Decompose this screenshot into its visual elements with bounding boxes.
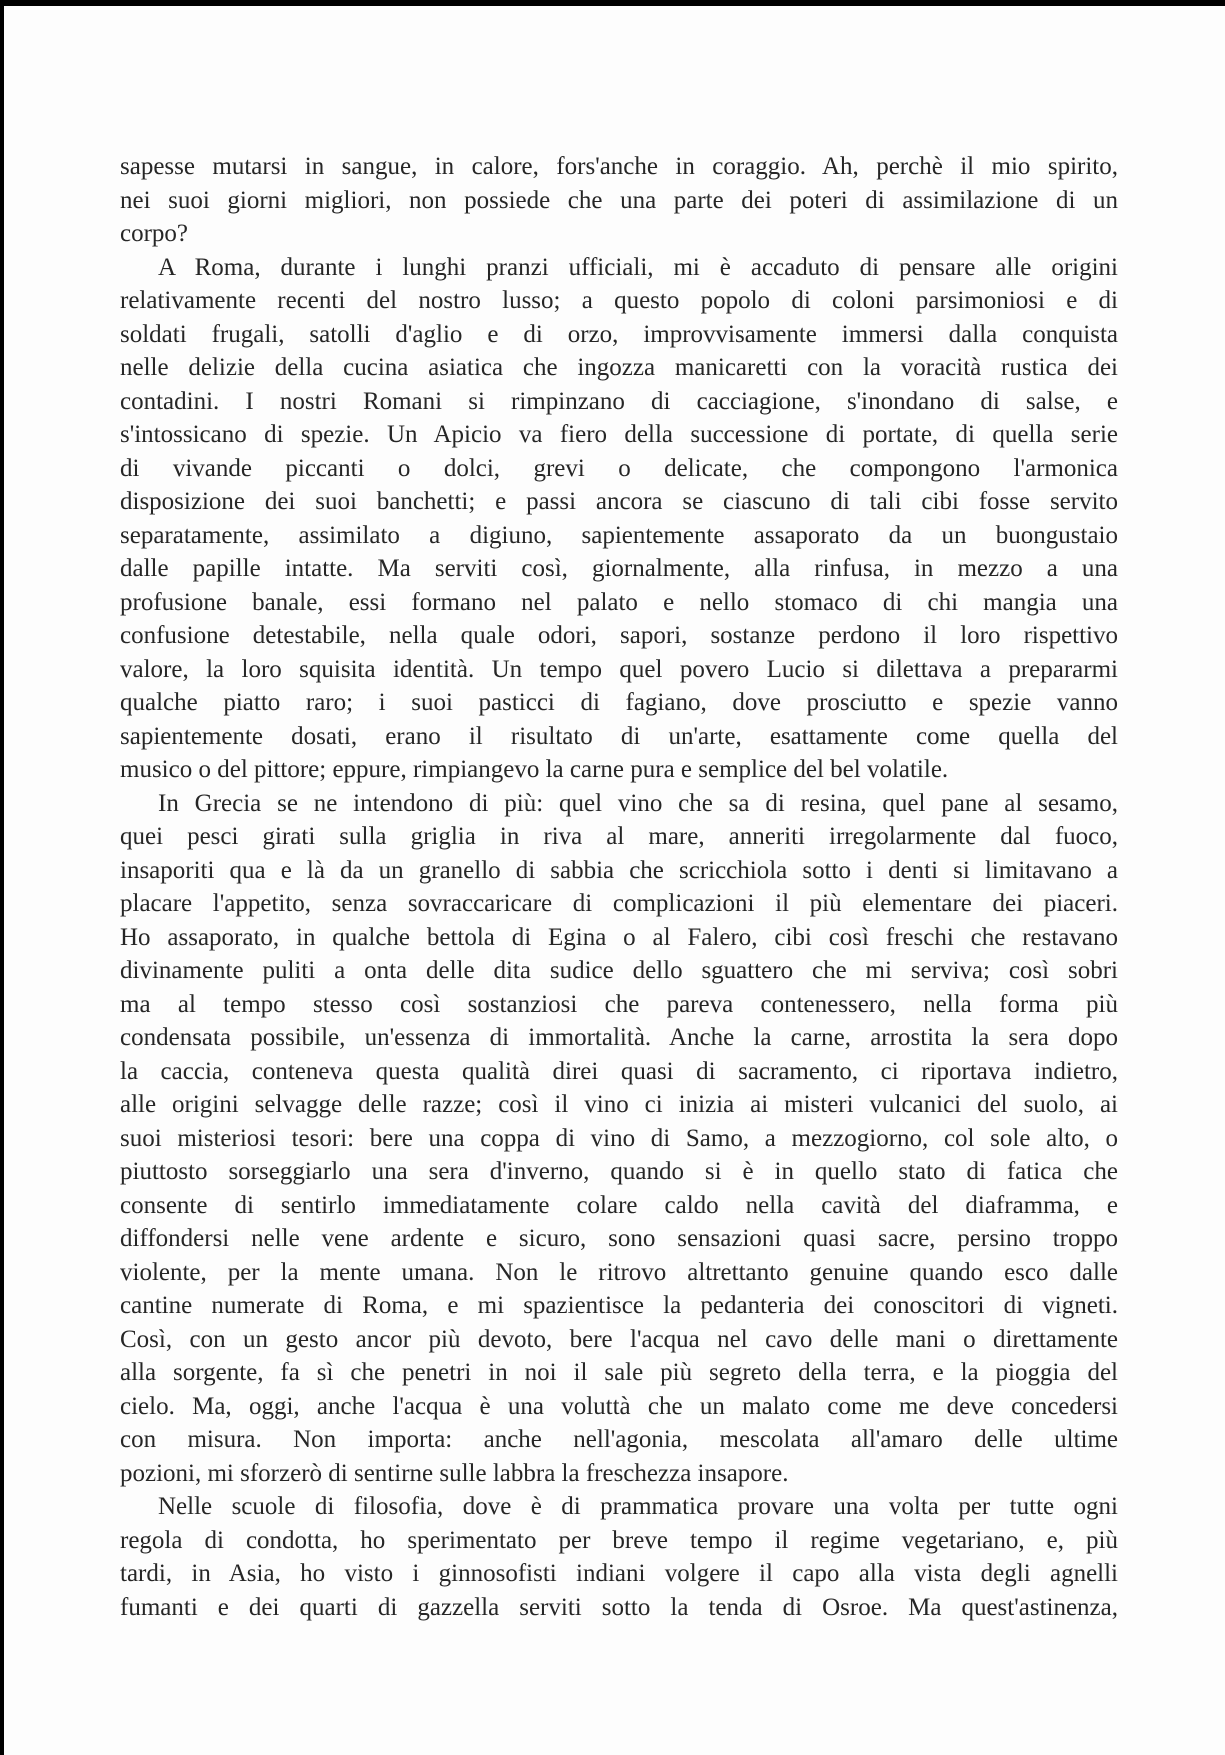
text-line: insaporiti qua e là da un granello di sabbia che scricchiola sotto i denti si limitavano a: [120, 856, 1118, 884]
text-line: contadini. I nostri Romani si rimpinzano di cacciagione, s'inondano di salse, e: [120, 387, 1118, 415]
paragraph: [120, 787, 1118, 1491]
text-line: sapesse mutarsi in sangue, in calore, fors'anche in coraggio. Ah, perchè il mio spirito,: [120, 153, 1118, 180]
text-line: tardi, in Asia, ho visto i ginnosofisti indiani volgere il capo alla vista degli agnelli: [120, 1560, 1118, 1587]
text-line: alla sorgente, fa sì che penetri in noi il sale più segreto della terra, e la pioggia del: [120, 1359, 1118, 1386]
text-line: piuttosto sorseggiarlo una sera d'inverno, quando si è in quello stato di fatica che: [120, 1158, 1118, 1185]
text-line: regola di condotta, ho sperimentato per breve tempo il regime vegetariano, e, più: [120, 1526, 1118, 1554]
paragraph: [120, 1490, 1118, 1624]
text-line: Così, con un gesto ancor più devoto, bere l'acqua nel cavo delle mani o direttamente: [120, 1325, 1118, 1353]
text-line: Ho assaporato, in qualche bettola di Egina o al Falero, cibi così freschi che restavano: [120, 923, 1118, 951]
scan-edge-top: [0, 0, 1225, 6]
text-line: sapientemente dosati, erano il risultato di un'arte, esattamente come quella del: [120, 722, 1118, 750]
text-line: A Roma, durante i lunghi pranzi ufficiali, mi è accaduto di pensare alle origini: [158, 253, 1118, 281]
text-line: quei pesci girati sulla griglia in riva al mare, anneriti irregolarmente dal fuoco,: [120, 823, 1118, 850]
text-line: con misura. Non importa: anche nell'agonia, mescolata all'amaro delle ultime: [120, 1426, 1118, 1453]
text-line: la caccia, conteneva questa qualità direi quasi di sacramento, ci riportava indietro,: [120, 1057, 1118, 1085]
text-line: di vivande piccanti o dolci, grevi o delicate, che compongono l'armonica: [120, 454, 1118, 482]
text-line: divinamente puliti a onta delle dita sudice dello sguattero che mi serviva; così sobri: [120, 957, 1118, 984]
text-line: suoi misteriosi tesori: bere una coppa di vino di Samo, a mezzogiorno, col sole alto, o: [120, 1124, 1118, 1152]
text-line: relativamente recenti del nostro lusso; a questo popolo di coloni parsimoniosi e di: [120, 287, 1118, 314]
scan-edge-left: [0, 0, 4, 1755]
text-line: violente, per la mente umana. Non le ritrovo altrettanto genuine quando esco dalle: [120, 1258, 1118, 1286]
text-line: soldati frugali, satolli d'aglio e di orzo, improvvisamente immersi dalla conquista: [120, 320, 1118, 348]
text-line: s'intossicano di spezie. Un Apicio va fiero della successione di portate, di quella serie: [120, 421, 1118, 448]
text-line: Nelle scuole di filosofia, dove è di prammatica provare una volta per tutte ogni: [158, 1493, 1118, 1520]
paragraph: [120, 150, 1118, 251]
text-line: separatamente, assimilato a digiuno, sapientemente assaporato da un buongustaio: [120, 521, 1118, 549]
text-line: valore, la loro squisita identità. Un tempo quel povero Lucio si dilettava a prepararmi: [120, 655, 1118, 683]
text-line: musico o del pittore; eppure, rimpiangevo la carne pura e semplice del bel volatile.: [120, 756, 949, 783]
text-line: disposizione dei suoi banchetti; e passi ancora se ciascuno di tali cibi fosse servito: [120, 488, 1118, 515]
text-line: alle origini selvagge delle razze; così il vino ci inizia ai misteri vulcanici del suolo, ai: [120, 1091, 1118, 1118]
text-line: fumanti e dei quarti di gazzella serviti sotto la tenda di Osroe. Ma quest'astinenza,: [120, 1593, 1118, 1621]
text-line: consente di sentirlo immediatamente colare caldo nella cavità del diaframma, e: [120, 1191, 1118, 1219]
text-line: diffondersi nelle vene ardente e sicuro, sono sensazioni quasi sacre, persino troppo: [120, 1225, 1118, 1252]
text-line: corpo?: [120, 220, 189, 247]
paragraph: [120, 251, 1118, 787]
text-line: qualche piatto raro; i suoi pasticci di fagiano, dove prosciutto e spezie vanno: [120, 689, 1118, 716]
text-line: In Grecia se ne intendono di più: quel vino che sa di resina, quel pane al sesamo,: [158, 789, 1118, 817]
text-line: condensata possibile, un'essenza di immortalità. Anche la carne, arrostita la sera dopo: [120, 1024, 1118, 1051]
text-line: confusione detestabile, nella quale odori, sapori, sostanze perdono il loro rispettivo: [120, 622, 1118, 649]
text-line: cielo. Ma, oggi, anche l'acqua è una voluttà che un malato come me deve concedersi: [120, 1392, 1118, 1420]
text-line: dalle papille intatte. Ma serviti così, giornalmente, alla rinfusa, in mezzo a una: [120, 555, 1118, 582]
text-line: ma al tempo stesso così sostanziosi che pareva contenessero, nella forma più: [120, 990, 1118, 1018]
text-line: nei suoi giorni migliori, non possiede che una parte dei poteri di assimilazione di un: [120, 186, 1118, 214]
text-line: placare l'appetito, senza sovraccaricare di complicazioni il più elementare dei piaceri.: [120, 890, 1118, 917]
text-line: pozioni, mi sforzerò di sentirne sulle labbra la freschezza insapore.: [120, 1459, 789, 1487]
text-block: [120, 150, 1118, 1624]
text-line: nelle delizie della cucina asiatica che ingozza manicaretti con la voracità rustica dei: [120, 354, 1118, 381]
text-line: cantine numerate di Roma, e mi spazientisce la pedanteria dei conoscitori di vigneti.: [120, 1292, 1118, 1319]
text-line: profusione banale, essi formano nel palato e nello stomaco di chi mangia una: [120, 588, 1118, 616]
